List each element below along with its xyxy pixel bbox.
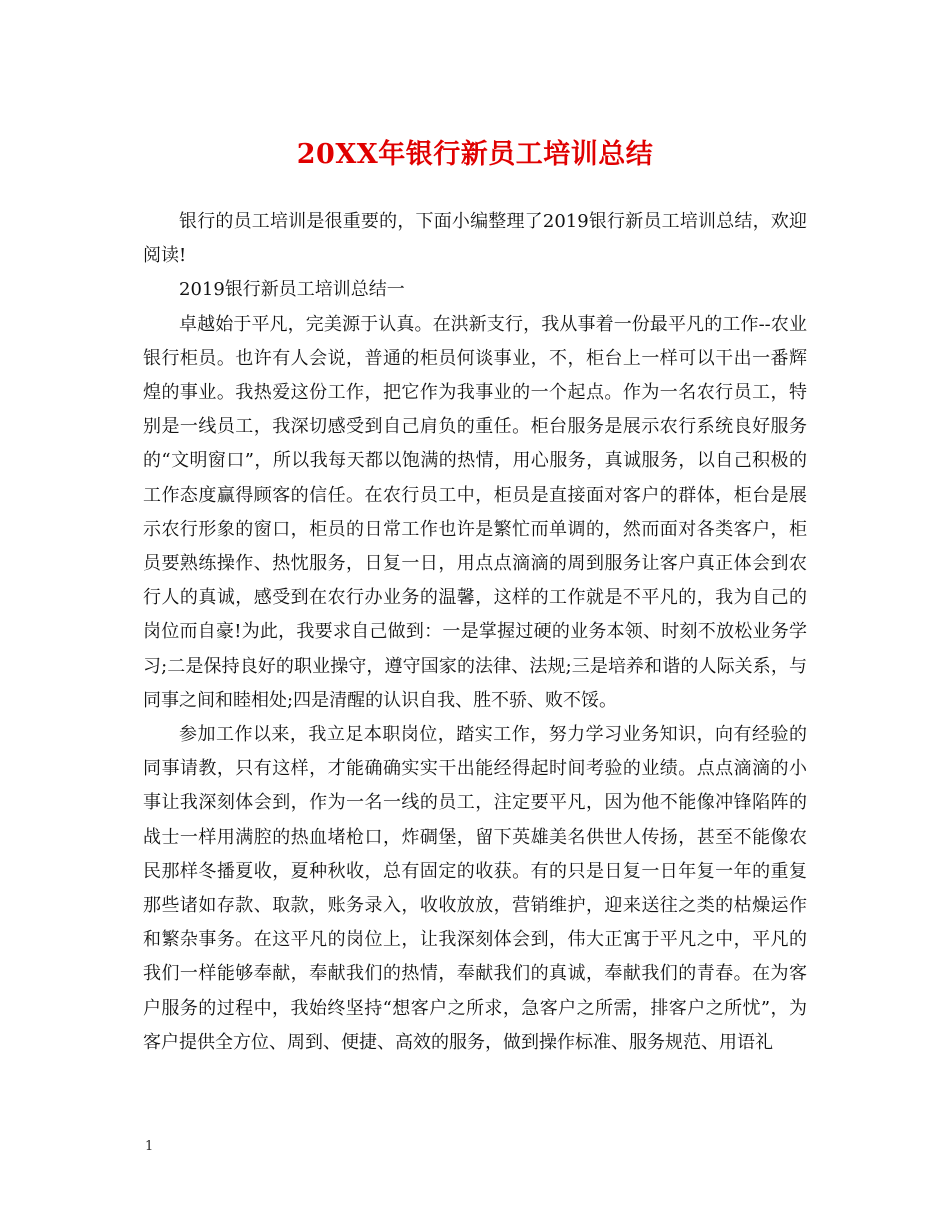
body-paragraph: 卓越始于平凡，完美源于认真。在洪新支行，我从事着一份最平凡的工作--农业银行柜员。也许有人会说，普通的柜员何谈事业，不，柜台上一样可以干出一番辉煌的事业。我热爱这份工作，把它作为我事业的一个起点。作为一名农行员工，特别是一线员工，我深切感受到自己肩负的重任。柜台服务是展示农行系统良好服务的“文明窗口”，所以我每天都以饱满的热情，用心服务，真诚服务，以自己积极的工作态度赢得顾客的信任。在农行员工中，柜员是直接面对客户的群体，柜台是展示农行形象的窗口，柜员的日常工作也许是繁忙而单调的，然而面对各类客户，柜员要熟练操作、热忱服务，日复一日，用点点滴滴的周到服务让客户真正体会到农行人的真诚，感受到在农行办业务的温馨，这样的工作就是不平凡的，我为自己的岗位而自豪!为此，我要求自己做到：一是掌握过硬的业务本领、时刻不放松业务学习;二是保持良好的职业操守，遵守国家的法律、法规;三是培养和谐的人际关系，与同事之间和睦相处;四是清醒的认识自我、胜不骄、败不馁。 <box>143 313 807 711</box>
intro-paragraph: 银行的员工培训是很重要的，下面小编整理了2019银行新员工培训总结，欢迎阅读! <box>143 211 807 267</box>
page-number: 1 <box>145 1139 154 1154</box>
section-heading: 2019银行新员工培训总结一 <box>179 279 405 301</box>
body-paragraph: 参加工作以来，我立足本职岗位，踏实工作，努力学习业务知识，向有经验的同事请教，只有这样，才能确确实实干出能经得起时间考验的业绩。点点滴滴的小事让我深刻体会到，作为一名一线的员工，注定要平凡，因为他不能像冲锋陷阵的战士一样用满腔的热血堵枪口，炸碉堡，留下英雄美名供世人传扬，甚至不能像农民那样冬播夏收，夏种秋收，总有固定的收获。有的只是日复一日年复一年的重复那些诸如存款、取款，账务录入，收收放放，营销维护，迎来送往之类的枯燥运作和繁杂事务。在这平凡的岗位上，让我深刻体会到，伟大正寓于平凡之中，平凡的我们一样能够奉献，奉献我们的热情，奉献我们的真诚，奉献我们的青春。在为客户服务的过程中，我始终坚持“想客户之所求，急客户之所需，排客户之所忧”，为客户提供全方位、周到、便捷、高效的服务，做到操作标准、服务规范、用语礼 <box>143 724 807 1053</box>
document-body <box>143 205 807 1060</box>
document-title: 20XX年银行新员工培训总结 <box>296 139 654 170</box>
